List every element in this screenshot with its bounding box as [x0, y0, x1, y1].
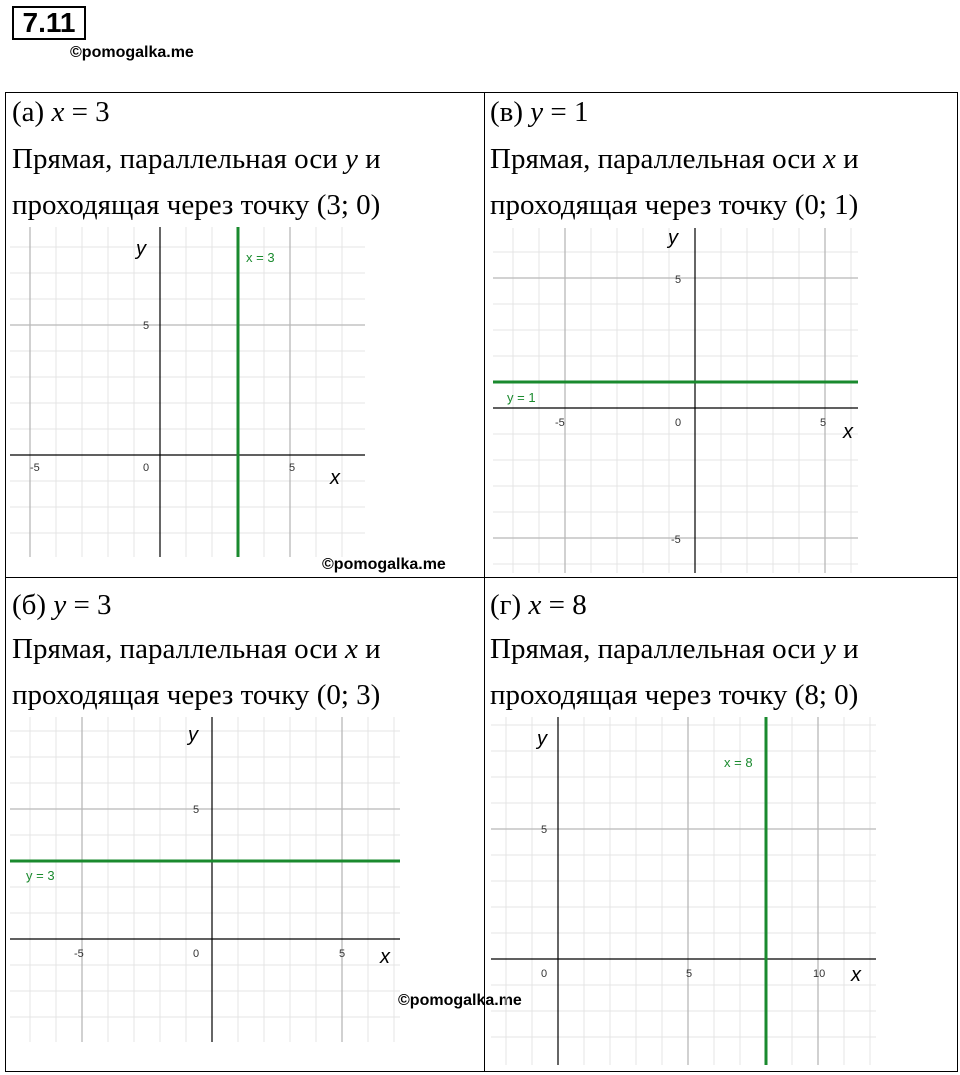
description-line-2 [12, 672, 380, 718]
description-line-2 [490, 182, 858, 228]
text: и [357, 633, 381, 665]
tick-label: 5 [820, 417, 827, 429]
item-label: (а) [12, 96, 45, 128]
point-coordinates: (8; 0) [794, 679, 859, 711]
line-label: x = 3 [246, 250, 275, 265]
description-line-1 [12, 136, 381, 182]
equation-variable: x [528, 589, 542, 621]
line-label: y = 1 [507, 390, 536, 405]
point-coordinates: (0; 1) [794, 189, 859, 221]
grid [10, 227, 365, 557]
text: проходящая через точку [12, 189, 317, 221]
equation-value: = 3 [64, 96, 110, 128]
watermark: ©pomogalka.me [70, 44, 194, 61]
text: проходящая через точку [490, 679, 795, 711]
axis-name: y [345, 143, 358, 175]
tick-label: 5 [289, 462, 296, 474]
text: и [357, 143, 381, 175]
tick-label: 10 [813, 968, 826, 980]
point-coordinates: (0; 3) [316, 679, 381, 711]
y-axis-label: y [537, 728, 547, 750]
item-label: (в) [490, 96, 524, 128]
x-axis-label: x [843, 421, 853, 443]
tick-label: 0 [675, 417, 682, 429]
tick-label: -5 [671, 534, 681, 546]
description-line-1 [490, 626, 859, 672]
graph-g [491, 717, 876, 1065]
axis-name: x [345, 633, 358, 665]
description-line-2 [12, 182, 380, 228]
axis-name: x [823, 143, 836, 175]
graph-a [10, 227, 365, 557]
watermark: ©pomogalka.me [322, 556, 446, 573]
equation-value: = 3 [66, 589, 112, 621]
tick-label: 5 [686, 968, 693, 980]
cell-title [490, 89, 589, 135]
equation-variable: y [53, 589, 67, 621]
text: Прямая, параллельная оси [490, 633, 824, 665]
tick-label: -5 [30, 462, 40, 474]
text: проходящая через точку [12, 679, 317, 711]
text: и [835, 143, 859, 175]
exercise-number: 7.11 [12, 6, 86, 40]
y-axis-label: y [668, 227, 678, 249]
cell-g [483, 577, 958, 1071]
graph-b [10, 717, 400, 1042]
tick-label: 0 [193, 948, 200, 960]
tick-label: 5 [339, 948, 346, 960]
description-line-1 [490, 136, 859, 182]
description-line-2 [490, 672, 858, 718]
text: Прямая, параллельная оси [490, 143, 824, 175]
tick-label: 5 [143, 320, 150, 332]
equation-variable: x [51, 96, 65, 128]
text: и [835, 633, 859, 665]
tick-label: 5 [541, 824, 548, 836]
text: Прямая, параллельная оси [12, 633, 346, 665]
equation-variable: y [530, 96, 544, 128]
x-axis-label: x [851, 964, 861, 986]
tick-label: -5 [74, 948, 84, 960]
item-label: (г) [490, 589, 522, 621]
cell-a [5, 92, 478, 576]
line-label: y = 3 [26, 868, 55, 883]
graph-v [493, 228, 858, 573]
cell-v [483, 92, 958, 576]
tick-label: 5 [193, 804, 200, 816]
x-axis-label: x [380, 946, 390, 968]
equation-value: = 1 [543, 96, 589, 128]
tick-label: 5 [675, 274, 682, 286]
x-axis-label: x [330, 467, 340, 489]
item-label: (б) [12, 589, 47, 621]
tick-label: 0 [541, 968, 548, 980]
tick-label: -5 [555, 417, 565, 429]
line-label: x = 8 [724, 755, 753, 770]
text: проходящая через точку [490, 189, 795, 221]
watermark: ©pomogalka.me [398, 992, 522, 1009]
point-coordinates: (3; 0) [316, 189, 381, 221]
cell-title [12, 89, 110, 135]
cell-title [12, 582, 112, 628]
y-axis-label: y [136, 238, 146, 260]
tick-label: 0 [143, 462, 150, 474]
equation-value: = 8 [541, 589, 587, 621]
cell-title [490, 582, 587, 628]
y-axis-label: y [188, 724, 198, 746]
text: Прямая, параллельная оси [12, 143, 346, 175]
axis-name: y [823, 633, 836, 665]
description-line-1 [12, 626, 381, 672]
